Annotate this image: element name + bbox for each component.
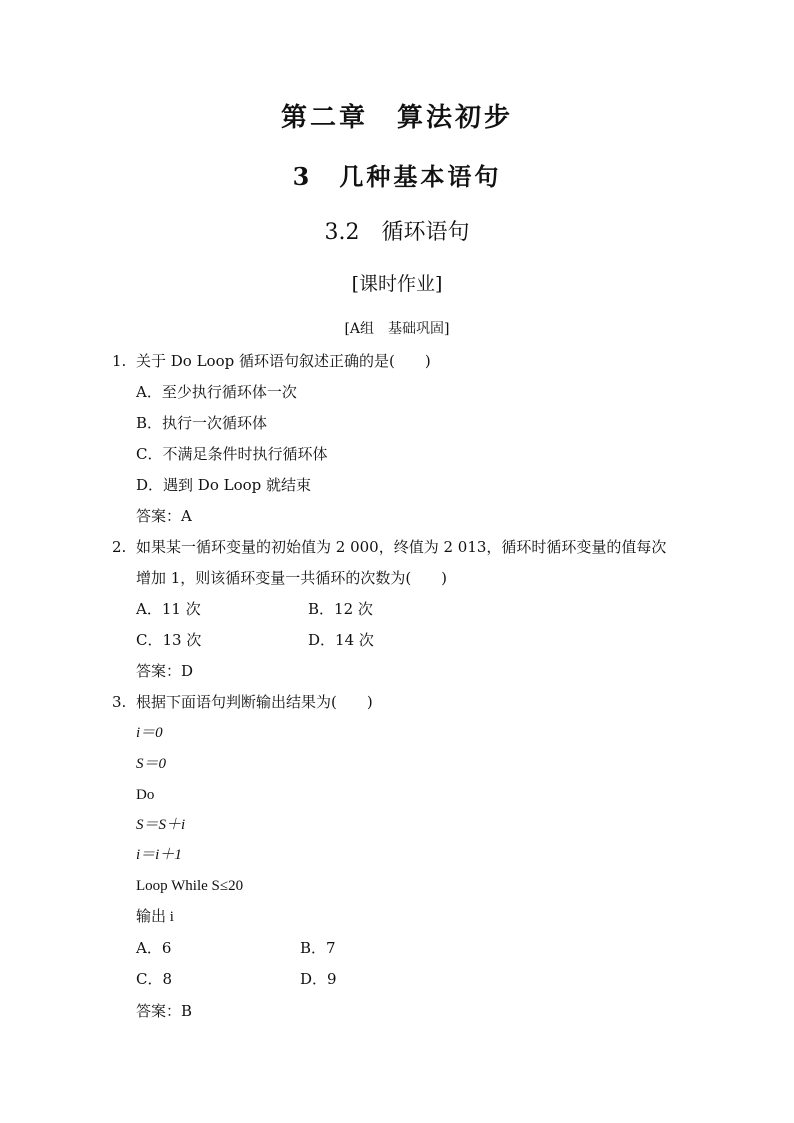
section-title: 3 几种基本语句 bbox=[292, 162, 502, 191]
option-b: B．12 次 bbox=[308, 600, 373, 618]
question-text: 关于 Do Loop 循环语句叙述正确的是( ) bbox=[136, 352, 431, 370]
option-b: B．7 bbox=[300, 939, 336, 957]
chapter-title: 第二章 算法初步 bbox=[280, 103, 513, 133]
question-number: 3. bbox=[112, 693, 127, 711]
question-text: 根据下面语句判断输出结果为( ) bbox=[136, 693, 373, 711]
option-d: D．遇到 Do Loop 就结束 bbox=[136, 476, 312, 494]
code-line: 输出 i bbox=[136, 909, 174, 925]
question-text-line2: 增加 1，则该循环变量一共循环的次数为( ) bbox=[136, 569, 448, 587]
option-d: D．9 bbox=[300, 970, 337, 988]
code-line: i＝i＋1 bbox=[136, 847, 182, 863]
option-d: D．14 次 bbox=[308, 631, 374, 649]
code-line: Loop While S≤20 bbox=[136, 878, 244, 894]
answer: 答案：D bbox=[136, 662, 194, 680]
homework-heading: [课时作业] bbox=[351, 273, 443, 295]
option-c: C．13 次 bbox=[136, 631, 202, 649]
question-number: 2. bbox=[112, 538, 127, 556]
question-number: 1. bbox=[112, 352, 127, 370]
answer: 答案：B bbox=[136, 1002, 193, 1020]
option-b: B．执行一次循环体 bbox=[136, 414, 268, 432]
code-line: S＝S＋i bbox=[136, 817, 186, 833]
option-c: C．不满足条件时执行循环体 bbox=[136, 445, 328, 463]
subsection-title: 3.2 循环语句 bbox=[324, 220, 470, 245]
question-text-line1: 如果某一循环变量的初始值为 2 000，终值为 2 013，循环时循环变量的值每次 bbox=[136, 538, 667, 556]
code-line: i＝0 bbox=[136, 725, 163, 741]
option-a: A．至少执行循环体一次 bbox=[136, 383, 297, 401]
option-a: A．11 次 bbox=[136, 600, 201, 618]
group-heading: [A组 基础巩固] bbox=[344, 321, 450, 337]
option-c: C．8 bbox=[136, 970, 173, 988]
option-a: A．6 bbox=[136, 939, 172, 957]
answer: 答案：A bbox=[136, 507, 192, 525]
code-line: Do bbox=[136, 787, 155, 803]
code-line: S＝0 bbox=[136, 756, 167, 772]
